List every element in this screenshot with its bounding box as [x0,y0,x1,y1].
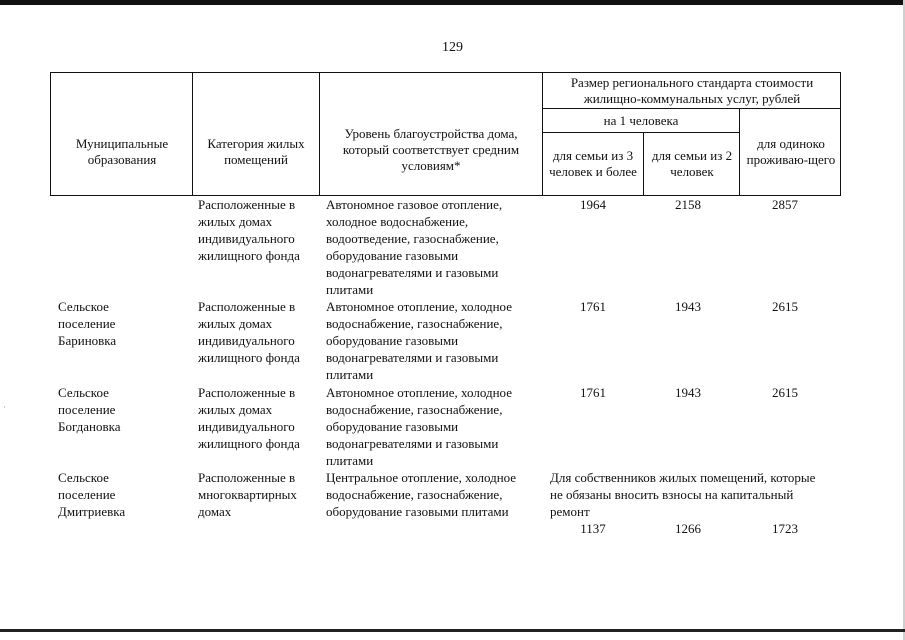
row2-family3: 1761 [580,299,606,314]
row1-amenity: Автономное газовое отопление, холодное водоснабжение, водоотведение, газоснабжение, оборудование газовыми водонагревателями и газовыми плитами [326,197,503,297]
header-family2: для семьи из 2 человек [651,148,733,179]
row2-municipality: Сельское поселение Бариновка [58,299,117,348]
row3-category: Расположенные в жилых домах индивидуального жилищного фонда [198,385,300,451]
row1-family2: 2158 [675,197,701,212]
row2-category: Расположенные в жилых домах индивидуального жилищного фонда [198,299,300,365]
header-category: Категория жилых помещений [207,136,305,167]
page-number: 129 [442,40,463,55]
row4-family2: 1266 [675,521,701,536]
row1-family3: 1964 [580,197,606,212]
row4-single: 1723 [772,521,798,536]
row1-single: 2857 [772,197,798,212]
header-single: для одиноко проживаю-щего [746,136,836,167]
header-amenity: Уровень благоустройства дома, который соответствует средним условиям* [342,126,520,173]
row3-single: 2615 [772,385,798,400]
row2-amenity: Автономное отопление, холодное водоснабжение, газоснабжение, оборудование газовыми водонагревателями и газовыми плитами [326,299,512,382]
row4-amenity: Центральное отопление, холодное водоснабжение, газоснабжение, оборудование газовыми плитами [326,470,517,519]
row2-single: 2615 [772,299,798,314]
header-standard-group: Размер регионального стандарта стоимости жилищно-коммунальных услуг, рублей [570,75,814,106]
row2-family2: 1943 [675,299,701,314]
row3-municipality: Сельское поселение Богдановка [58,385,121,434]
top-border [0,0,905,5]
header-municipality: Муниципальные образования [75,136,169,167]
row3-amenity: Автономное отопление, холодное водоснабжение, газоснабжение, оборудование газовыми водонагревателями и газовыми плитами [326,385,512,468]
scan-mark: · [3,402,6,412]
bottom-border [0,629,905,632]
header-family3: для семьи из 3 человек и более [549,148,637,179]
row3-family3: 1761 [580,385,606,400]
row3-family2: 1943 [675,385,701,400]
row4-family3: 1137 [580,521,606,536]
row4-note: Для собственников жилых помещений, которые не обязаны вносить взносы на капитальный ремонт [550,470,816,519]
header-per-person: на 1 человека [603,113,679,128]
row4-municipality: Сельское поселение Дмитриевка [58,470,126,519]
row1-category: Расположенные в жилых домах индивидуального жилищного фонда [198,197,300,263]
row4-category: Расположенные в многоквартирных домах [198,470,297,519]
table-header [50,72,841,196]
